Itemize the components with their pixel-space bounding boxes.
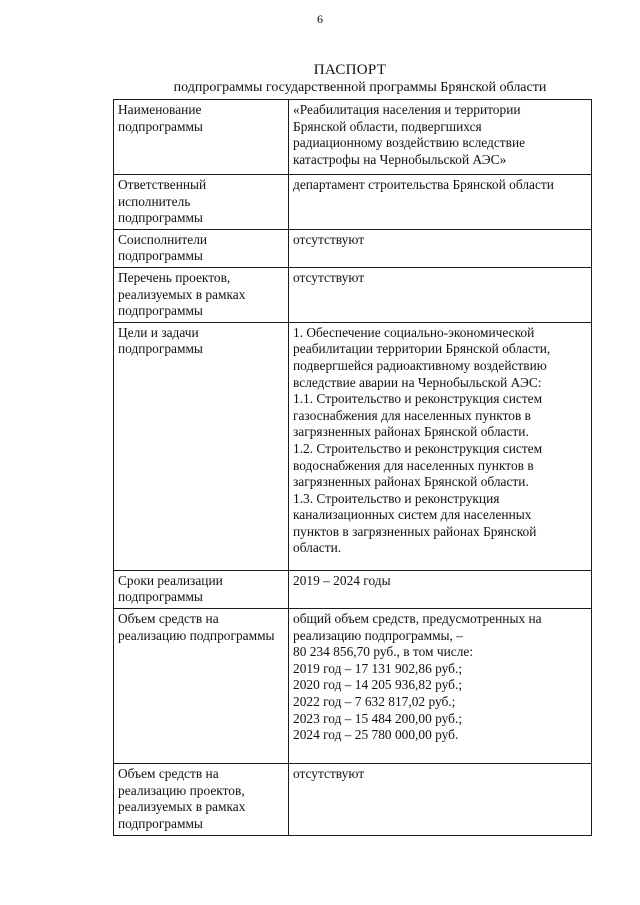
- row-label-goals-and-tasks: Цели и задачи подпрограммы: [114, 322, 289, 570]
- row-value-goals-and-tasks: 1. Обеспечение социально-экономической реабилитации территории Брянской области, подвергшейся радиоактивному воздействию вследствие аварии на Чернобыльской АЭС: 1.1. Строительство и реконструкция систем газоснабжения для населенных пунктов в загрязненных районах Брянской области. 1.2. Строительство и реконструкция систем водоснабжения для населенных пунктов в загрязненных районах Брянской области. 1.3. Строительство и реконструкция канализационных систем для населенных пунктов в загрязненных районах Брянской области.: [289, 322, 592, 570]
- table-row: [114, 608, 592, 763]
- row-label-co-executors: Соисполнители подпрограммы: [114, 229, 289, 267]
- row-label-project-funding-volume: Объем средств на реализацию проектов, реализуемых в рамках подпрограммы: [114, 763, 289, 835]
- document-subtitle: подпрограммы государственной программы Брянской области: [173, 80, 547, 95]
- row-label-project-list: Перечень проектов, реализуемых в рамках подпрограммы: [114, 267, 289, 322]
- row-value-project-list: отсутствуют: [289, 267, 592, 322]
- document-title: ПАСПОРТ: [313, 62, 387, 78]
- row-label-responsible-executor: Ответственный исполнитель подпрограммы: [114, 175, 289, 230]
- row-label-funding-volume: Объем средств на реализацию подпрограммы: [114, 608, 289, 763]
- row-value-subprogram-name: «Реабилитация населения и территории Брянской области, подвергшихся радиационному воздействию вследствие катастрофы на Чернобыльской АЭС»: [289, 100, 592, 175]
- row-label-subprogram-name: Наименование подпрограммы: [114, 100, 289, 175]
- table-row: [114, 570, 592, 608]
- table-row: [114, 100, 592, 175]
- page-number: 6: [317, 12, 323, 26]
- passport-table: [113, 99, 592, 836]
- row-label-implementation-terms: Сроки реализации подпрограммы: [114, 570, 289, 608]
- table-row: [114, 229, 592, 267]
- row-value-implementation-terms: 2019 – 2024 годы: [289, 570, 592, 608]
- row-value-funding-volume: общий объем средств, предусмотренных на реализацию подпрограммы, – 80 234 856,70 руб., в том числе: 2019 год – 17 131 902,86 руб.; 2020 год – 14 205 936,82 руб.; 2022 год – 7 632 817,02 руб.; 2023 год – 15 484 200,00 руб.; 2024 год – 25 780 000,00 руб.: [289, 608, 592, 763]
- table-row: [114, 322, 592, 570]
- row-value-responsible-executor: департамент строительства Брянской области: [289, 175, 592, 230]
- table-row: [114, 763, 592, 835]
- row-value-project-funding-volume: отсутствуют: [289, 763, 592, 835]
- row-value-co-executors: отсутствуют: [289, 229, 592, 267]
- table-row: [114, 175, 592, 230]
- table-row: [114, 267, 592, 322]
